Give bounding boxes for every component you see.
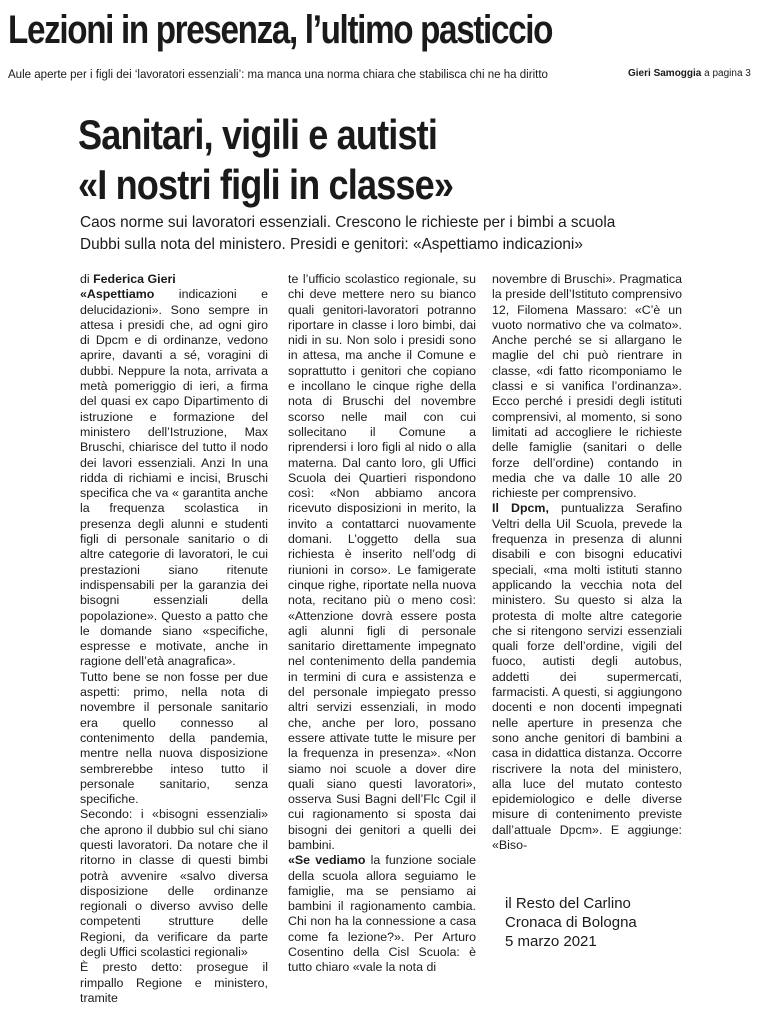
paragraph-text: la funzione sociale della scuola allora seguiamo le famiglie, ma se pensiamo ai bambini il ragionamento cambia. Chi non ha la connessione a casa come fa lezione?». Per Arturo Cosentino della Cisl Scuola: è tutto chiaro «vale la nota di — [288, 853, 477, 975]
column-3-paragraph-1: novembre di Bruschi». Pragmatica la preside dell’Istituto comprensivo 12, Filomena Massaro: «C’è un vuoto normativo che va colmato». Anche perché se si allargano le maglie del chi può rientrare in classe, «di fatto ricomponiamo le classi e si vanifica l’ordinanza». Ecco perché i presidi degli istituti comprensivi, al momento, si sono limitati ad accogliere le richieste delle famiglie (sanitari o delle forze dell’ordine) contando in media che va dalle 10 alle 20 richieste per comprensivo. — [492, 272, 682, 501]
standfirst-line-2: Dubbi sulla nota del ministero. Presidi e genitori: «Aspettiamo indicazioni» — [80, 236, 583, 253]
column-2-paragraph-2 — [288, 853, 476, 975]
top-subheadline: Aule aperte per i figli dei ‘lavoratori essenziali’: ma manca una norma chiara che stabilisca chi ne ha diritto — [8, 67, 548, 81]
source-date: 5 marzo 2021 — [505, 933, 597, 950]
article-column-2 — [288, 272, 476, 976]
column-1-paragraph-3: Secondo: i «bisogni essenziali» che aprono il dubbio sul chi siano questi lavoratori. Da notare che il ritorno in classe di questi bimbi potrà avvenire «salvo diversa disposizione delle ordinanze regionali o diverso avviso delle competenti strutture delle Regioni, da verificare da parte degli Uffici scolastici regionali» — [80, 807, 268, 960]
paragraph-text: indicazioni e delucidazioni». Sono sempre in attesa i presidi che, ad ogni giro di Dpcm e di ordinanze, vedono aprire, davanti a sé, voragini di dubbi. Neppure la nota, arrivata a metà pomeriggio di ieri, a firma del quasi ex capo Dipartimento di istruzione e formazione del ministero dell’Istruzione, Max Bruschi, chiarisce del tutto il nodo dei lavori essenziali. Anzi In una ridda di richiami e incisi, Bruschi specifica che va « garantita anche la frequenza scolastica in presenza degli alunni e studenti figli di personale sanitario o di altre categorie di lavoratori, le cui prestazioni siano ritenute indispensabili per la garanzia dei bisogni essenziali della popolazione». Questo a patto che le domande siano «specifiche, espresse e motivate, anche in ragione dell’età anagrafica». — [80, 287, 268, 669]
column-1-paragraph-1 — [80, 287, 268, 669]
source-section: Cronaca di Bologna — [505, 914, 637, 931]
column-1-paragraph-2: Tutto bene se non fosse per due aspetti: primo, nella nota di novembre il personale sanitario era quello connesso al contenimento della pandemia, mentre nella nuova disposizione sembrerebbe inteso tutto il personale sanitario, senza specifiche. — [80, 669, 268, 807]
column-1-paragraph-4: È presto detto: prosegue il rimpallo Regione e ministero, tramite — [80, 960, 268, 1005]
byline-prefix: di — [80, 272, 94, 286]
column-3-paragraph-2 — [492, 501, 682, 853]
article-title-line-1: Sanitari, vigili e autisti — [78, 111, 438, 158]
article-standfirst — [80, 212, 742, 256]
reference-page: a pagina 3 — [704, 68, 751, 79]
byline-author: Federica Gieri — [93, 272, 176, 286]
column-2-paragraph-1: te l’ufficio scolastico regionale, su chi deve mettere nero su bianco quali genitori-lavoratori potranno riportare in classe i loro bimbi, dai nidi in su. Non solo i presidi sono in attesa, ma anche il Comune e soprattutto i genitori che copiano e incollano le cinque righe della nota di Bruschi del novembre scorso nelle mail con cui sollecitano il Comune a riprendersi i loro figli al nido o alla materna. Dal canto loro, gli Uffici Scuola dei Quartieri rispondono così: «Non abbiamo ancora ricevuto disposizioni in merito, la invito a contattarci nuovamente domani. L’oggetto della sua richiesta è inserito nell’odg di riunioni in corso». Le famigerate cinque righe, riportate nella nuova nota, recitano più o meno così: «Attenzione dovrà essere posta agli alunni figli di personale sanitario direttamente impegnato nel contenimento della pandemia in termini di cura e assistenza e del personale impiegato presso altri servizi essenziali, in modo che, anche per loro, possano essere attivate tutte le misure per la frequenza in presenza». «Non siamo noi scuole a dover dire quali siano questi lavoratori», osserva Susi Bagni dell’Flc Cgil il cui ragionamento si sposta dai bisogni dei genitori a quelli dei bambini. — [288, 272, 476, 852]
reference-author: Gieri Samoggia — [628, 68, 702, 79]
page-reference — [628, 67, 751, 81]
article-column-3 — [492, 272, 682, 853]
source-caption — [505, 894, 705, 951]
article-title — [78, 110, 671, 210]
standfirst-line-1: Caos norme sui lavoratori essenziali. Crescono le richieste per i bimbi a scuola — [80, 214, 616, 231]
byline — [80, 272, 268, 287]
top-headline: Lezioni in presenza, l’ultimo pasticcio — [8, 8, 553, 52]
article-column-1 — [80, 272, 268, 1006]
article-title-line-2: «I nostri figli in classe» — [78, 161, 454, 208]
paragraph-text: puntualizza Serafino Veltri della Uil Scuola, prevede la frequenza in presenza di alunni disabili e con bisogni educativi speciali, «ma molti istituti stanno applicando la vecchia nota del ministero. Su questo si alza la protesta di molte altre categorie che si ritengono servizi essenziali quali forze dell’ordine, vigili del fuoco, autisti degli autobus, addetti dei supermercati, farmacisti. A questi, si aggiungono docenti e non docenti impegnati nelle aperture in presenza che sono anche genitori di bambini a casa in didattica distanza. Occorre riscrivere la nota del ministero, alla luce del mutato contesto epidemiologico e delle diverse misure di contenimento previste dall’attuale Dpcm». E aggiunge: «Biso- — [492, 501, 682, 852]
lead-word: «Aspettiamo — [80, 287, 155, 302]
source-newspaper: il Resto del Carlino — [505, 895, 631, 912]
lead-word: Il Dpcm, — [492, 501, 549, 516]
lead-word: «Se vediamo — [288, 853, 366, 868]
